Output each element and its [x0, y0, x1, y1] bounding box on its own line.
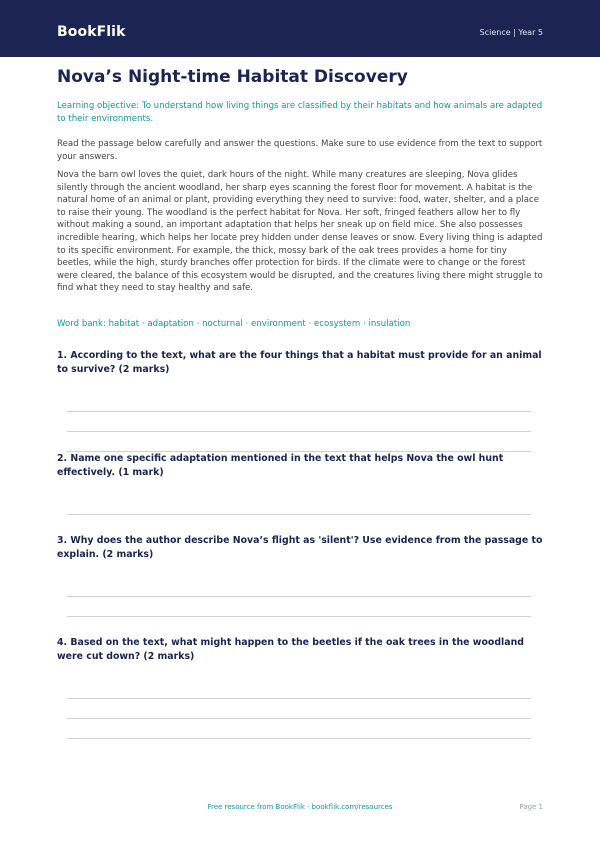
subject-year-label: Science | Year 5: [479, 28, 543, 37]
learning-objective: Learning objective: To understand how living things are classified by their habitats and how animals are adapted to their environments.: [57, 101, 543, 124]
question-1: 1. According to the text, what are the four things that a habitat must provide for an animal to survive? (2 marks): [57, 350, 542, 375]
page-number: Page 1: [519, 803, 543, 811]
answer-line[interactable]: [67, 596, 531, 597]
answer-line[interactable]: [67, 514, 531, 515]
question-4: 4. Based on the text, what might happen to the beetles if the oak trees in the woodland were cut down? (2 marks): [57, 637, 524, 662]
answer-line[interactable]: [67, 431, 531, 432]
answer-line[interactable]: [67, 738, 531, 739]
answer-line[interactable]: [67, 698, 531, 699]
resource-link[interactable]: Free resource from BookFlik · bookflik.com/resources: [207, 803, 393, 811]
header-bar: [0, 0, 600, 57]
word-bank: Word bank: habitat · adaptation · nocturnal · environment · ecosystem · insulation: [57, 319, 411, 329]
answer-line[interactable]: [67, 718, 531, 719]
answer-line[interactable]: [67, 411, 531, 412]
reading-passage: Nova the barn owl loves the quiet, dark hours of the night. While many creatures are sleeping, Nova glides silently through the ancient woodland, her sharp eyes scanning the forest floor for movement. A habitat is the natural home of an animal or plant, providing everything they need to survive: food, water, shelter, and a place to raise their young. The woodland is the perfect habitat for Nova. Her soft, fringed feathers allow her to fly without making a sound, an important adaptation that helps her sneak up on field mice. She also possesses incredible hearing, which helps her locate prey hidden under dense leaves or snow. Every living thing is adapted to its specific environment. For example, the thick, mossy bark of the oak trees provides a home for tiny beetles, while the high, sturdy branches offer protection for birds. If the climate were to change or the forest were cleared, the balance of this ecosystem would be disrupted, and the creatures living there might struggle to find what they need to stay healthy and safe.: [57, 170, 543, 294]
worksheet-title: Nova’s Night-time Habitat Discovery: [57, 67, 408, 87]
instructions: Read the passage below carefully and answer the questions. Make sure to use evidence from the text to support your answers.: [57, 139, 543, 162]
answer-line[interactable]: [67, 616, 531, 617]
question-2: 2. Name one specific adaptation mentioned in the text that helps Nova the owl hunt effectively. (1 mark): [57, 453, 504, 478]
question-3: 3. Why does the author describe Nova’s flight as 'silent'? Use evidence from the passage to explain. (2 marks): [57, 535, 543, 560]
page-footer: [0, 802, 600, 814]
brand-logo[interactable]: BookFlik: [57, 24, 126, 40]
